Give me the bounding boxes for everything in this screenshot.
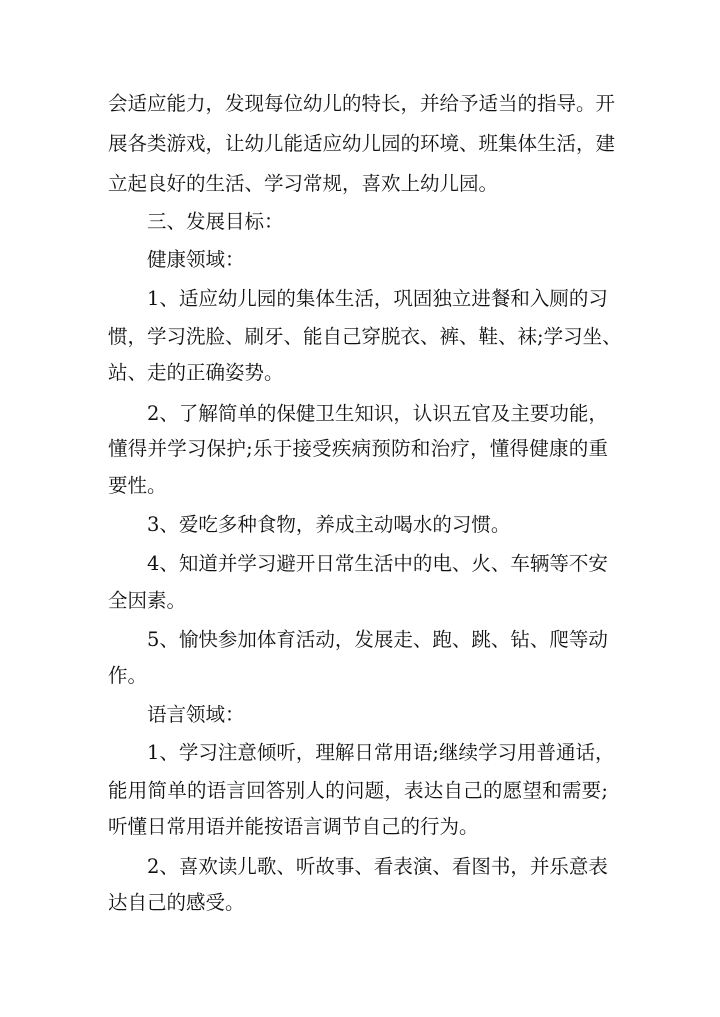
text-line: 4、知道并学习避开日常生活中的电、火、车辆等不安 xyxy=(147,552,608,575)
text-line: 全因素。 xyxy=(108,589,187,612)
section-heading: 三、发展目标： xyxy=(147,210,284,233)
text-line: 听懂日常用语并能按语言调节自己的行为。 xyxy=(108,815,479,838)
subsection-heading: 语言领域： xyxy=(147,703,245,726)
text-line: 2、喜欢读儿歌、听故事、看表演、看图书，并乐意表 xyxy=(147,855,608,878)
text-line: 会适应能力，发现每位幼儿的特长，并给予适当的指导。开 xyxy=(108,92,616,115)
text-line: 懂得并学习保护;乐于接受疾病预防和治疗，懂得健康的重 xyxy=(108,437,608,460)
text-line: 站、走的正确姿势。 xyxy=(108,361,284,384)
text-line: 5、愉快参加体育活动，发展走、跑、跳、钻、爬等动 xyxy=(147,628,608,651)
text-line: 要性。 xyxy=(108,474,167,497)
text-line: 展各类游戏，让幼儿能适应幼儿园的环境、班集体生活，建 xyxy=(108,132,616,155)
text-line: 2、了解简单的保健卫生知识，认识五官及主要功能， xyxy=(147,402,608,425)
text-line: 1、学习注意倾听，理解日常用语;继续学习用普通话， xyxy=(147,741,615,764)
text-line: 达自己的感受。 xyxy=(108,891,245,914)
text-line: 作。 xyxy=(108,664,148,687)
text-line: 惯，学习洗脸、刷牙、能自己穿脱衣、裤、鞋、袜;学习坐、 xyxy=(108,325,622,348)
text-line: 立起良好的生活、学习常规，喜欢上幼儿园。 xyxy=(108,172,499,195)
text-line: 3、爱吃多种食物，养成主动喝水的习惯。 xyxy=(147,513,511,536)
subsection-heading: 健康领域： xyxy=(147,248,245,271)
text-line: 1、适应幼儿园的集体生活，巩固独立进餐和入厕的习 xyxy=(147,287,608,310)
text-line: 能用简单的语言回答别人的问题，表达自己的愿望和需要; xyxy=(108,779,608,802)
